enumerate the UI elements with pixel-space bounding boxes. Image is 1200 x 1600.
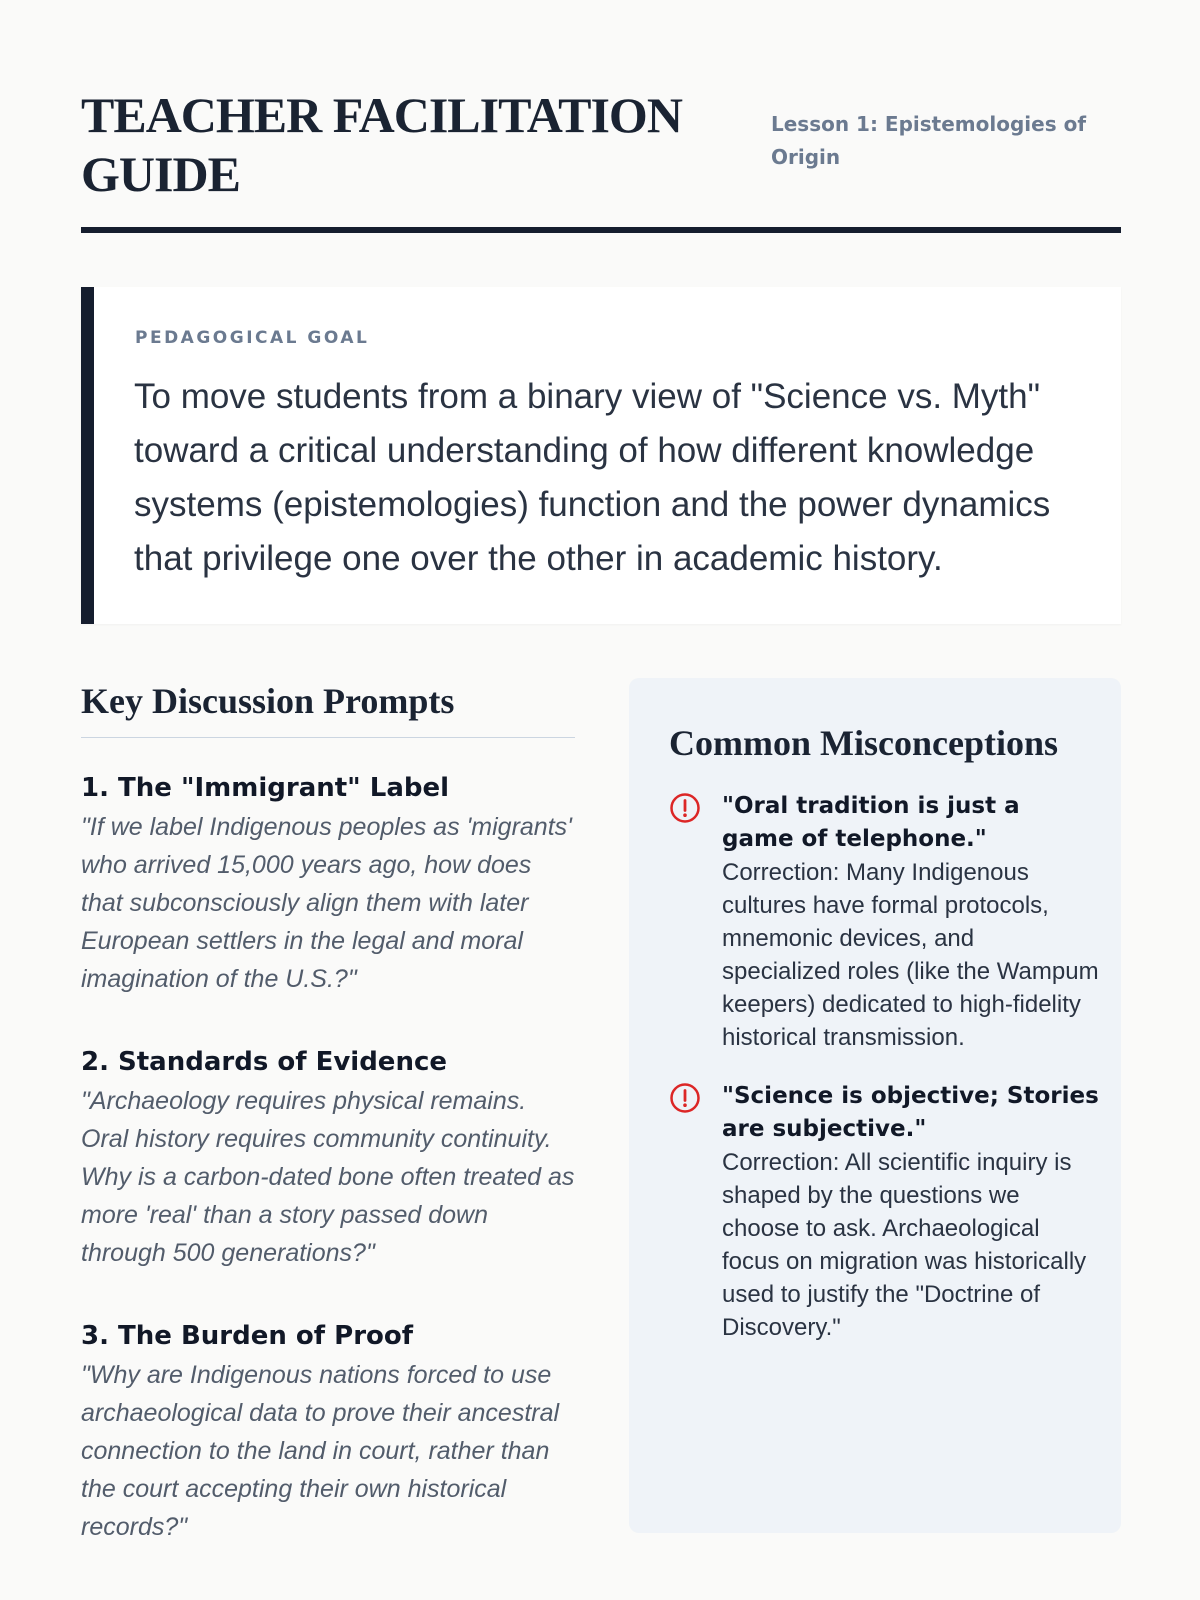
prompt-quote: "Why are Indigenous nations forced to use archaeological data to prove their ancestral connection to the land in court, rather than the court accepting their own historical records?" <box>81 1361 560 1541</box>
goal-text: To move students from a binary view of "Science vs. Myth" toward a critical understanding of how different knowledge systems (epistemologies) function and the power dynamics that privilege one over the other in academic history. <box>134 377 1051 578</box>
prompt-quote: "If we label Indigenous peoples as 'migrants' who arrived 15,000 years ago, how does that subconsciously align them with later European settlers in the legal and moral imagination of the U.S.?" <box>81 813 572 993</box>
misconception-correction: Correction: All scientific inquiry is shaped by the questions we choose to ask. Archaeological focus on migration was historically used to justify the "Doctrine of Discovery." <box>722 1149 1087 1341</box>
prompt-item <box>81 1318 575 1546</box>
prompt-quote: "Archaeology requires physical remains. Oral history requires community continuity. Why is a carbon-dated bone often treated as more 'real' than a story passed down through 500 generations?" <box>81 1087 575 1267</box>
misconception-item <box>669 790 1099 1054</box>
title-divider <box>81 227 1121 233</box>
misconception-item <box>669 1080 1099 1344</box>
misconceptions-list <box>669 790 1099 1344</box>
alert-circle-icon <box>669 1082 701 1114</box>
prompt-item <box>81 1044 575 1272</box>
prompt-title: 1. The "Immigrant" Label <box>81 773 450 803</box>
discussion-prompts <box>81 675 575 1546</box>
prompt-item <box>81 770 575 998</box>
pedagogical-goal-card <box>81 287 1121 624</box>
misconception-claim: "Science is objective; Stories are subjective." <box>722 1083 1099 1142</box>
page-header <box>81 86 1121 236</box>
goal-accent-bar <box>81 287 94 624</box>
misconception-claim: "Oral tradition is just a game of telephone." <box>722 793 1020 852</box>
page-title: TEACHER FACILITATION GUIDE <box>81 87 682 202</box>
goal-label: PEDAGOGICAL GOAL <box>135 328 370 348</box>
prompts-heading: Key Discussion Prompts <box>81 675 575 738</box>
lesson-label: Lesson 1: Epistemologies of Origin <box>771 112 1087 169</box>
misconceptions-panel <box>629 678 1121 1533</box>
prompt-title: 2. Standards of Evidence <box>81 1047 447 1077</box>
misconceptions-heading: Common Misconceptions <box>669 723 1058 763</box>
alert-circle-icon <box>669 792 701 824</box>
misconception-correction: Correction: Many Indigenous cultures have formal protocols, mnemonic devices, and specialized roles (like the Wampum keepers) dedicated to high-fidelity historical transmission. <box>722 859 1099 1051</box>
prompt-title: 3. The Burden of Proof <box>81 1321 414 1351</box>
